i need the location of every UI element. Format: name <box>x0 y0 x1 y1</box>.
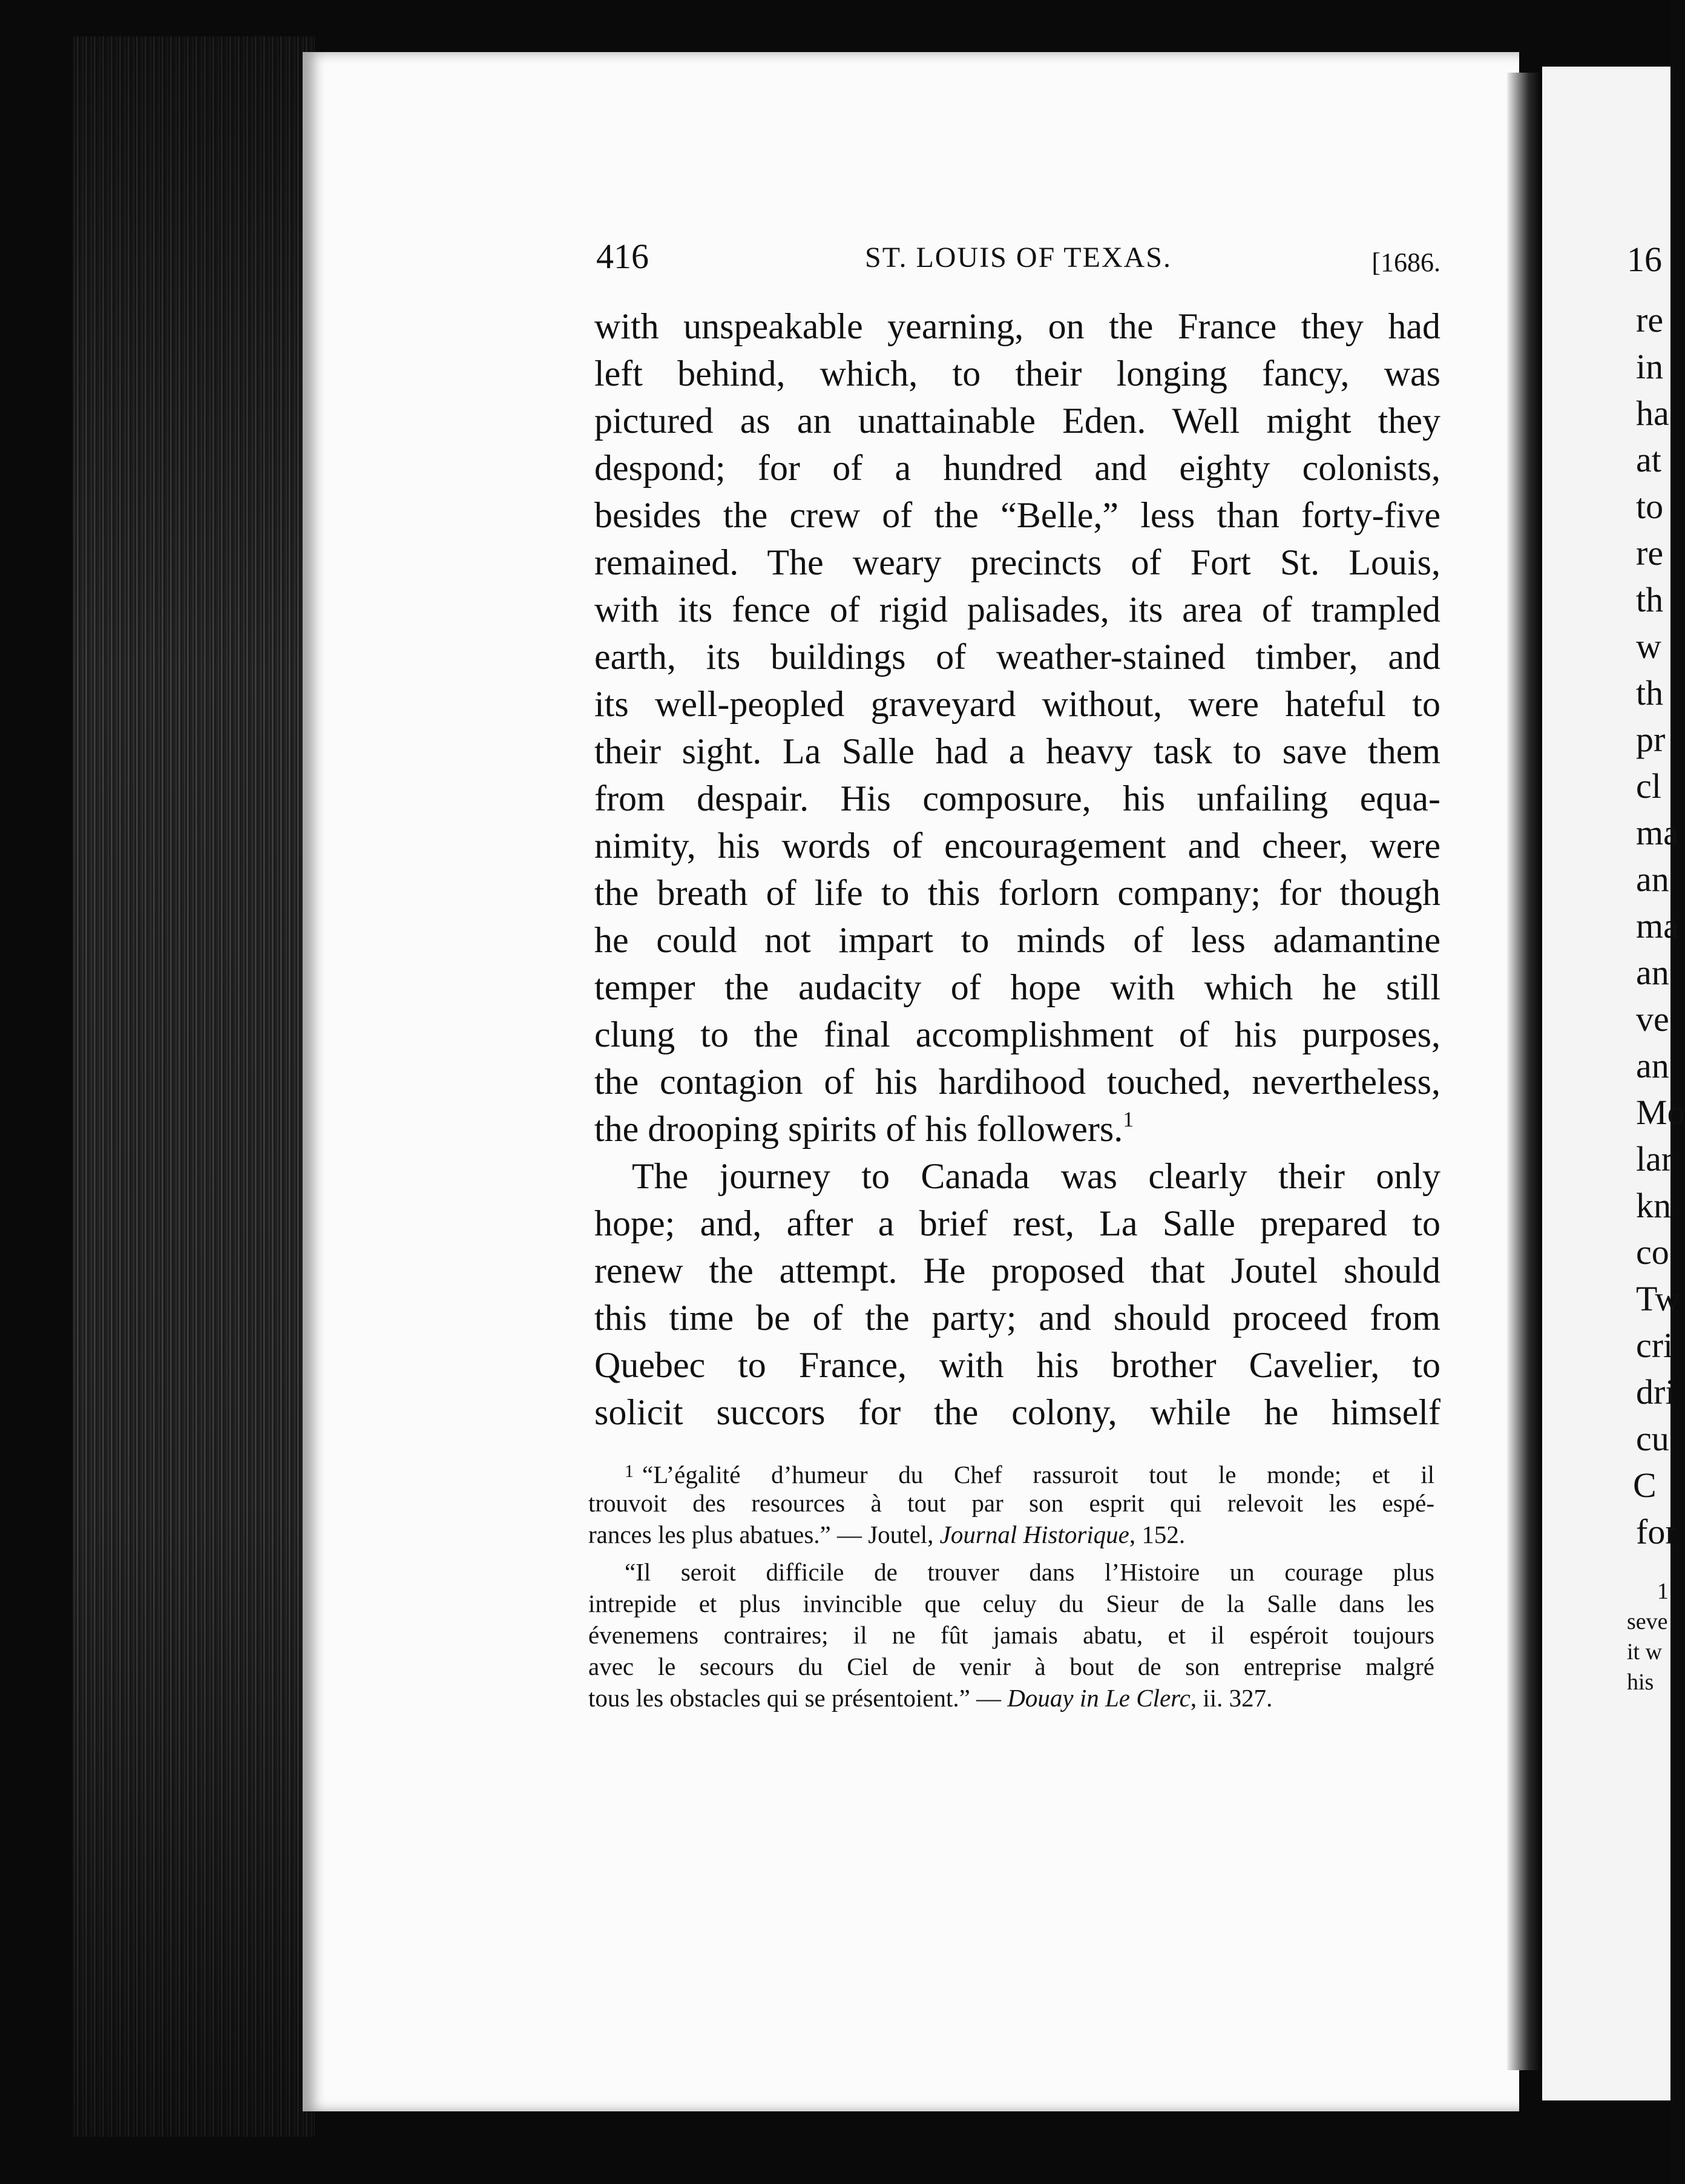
text-line: earth, its buildings of weather-stained timber, and <box>594 637 1440 677</box>
footnote-line: trouvoit des resources à tout par son esprit qui relevoit les espé- <box>588 1489 1434 1517</box>
text-line: nimity, his words of encouragement and cheer, were <box>594 826 1440 866</box>
facing-page-note: seve <box>1627 1609 1668 1634</box>
footnote-page: , ii. 327. <box>1190 1684 1273 1712</box>
text-line: the breath of life to this forlorn company; for though <box>594 873 1440 913</box>
facing-page-line: at <box>1636 440 1661 479</box>
facing-page-line: dri <box>1636 1372 1675 1412</box>
facing-page-line: th <box>1636 673 1664 712</box>
facing-page-line: pr <box>1636 720 1666 759</box>
facing-page-line: an <box>1636 860 1669 899</box>
facing-page-note: his <box>1627 1669 1654 1695</box>
footnote-line: évenemens contraires; il ne fût jamais abatu, et il espéroit toujours <box>588 1621 1434 1649</box>
footnote-page: , 152. <box>1129 1521 1186 1548</box>
text-line: despond; for of a hundred and eighty colonists, <box>594 448 1440 488</box>
text-line: pictured as an unattainable Eden. Well might they <box>594 401 1440 441</box>
footnote-source: Journal Historique <box>939 1521 1129 1548</box>
text-line: its well-peopled graveyard without, were hateful to <box>594 684 1440 724</box>
text-line: their sight. La Salle had a heavy task to save them <box>594 731 1440 771</box>
running-title: ST. LOUIS OF TEXAS. <box>865 242 1172 274</box>
text-line: with its fence of rigid palisades, its area of trampled <box>594 590 1440 630</box>
header-year: [1686. <box>1371 248 1440 277</box>
facing-page-line: C <box>1633 1465 1657 1505</box>
text-line: The journey to Canada was clearly their only <box>632 1156 1440 1196</box>
facing-page-line: co <box>1636 1232 1669 1272</box>
facing-page-line: an <box>1636 953 1669 992</box>
footnote-line: intrepide et plus invincible que celuy du Sieur de la Salle dans les <box>588 1590 1434 1617</box>
text-line: solicit succors for the colony, while he himself <box>594 1392 1440 1432</box>
text-line: clung to the final accomplishment of his purposes, <box>594 1015 1440 1054</box>
footnote-text: tous les obstacles qui se présentoient.” — <box>588 1684 1008 1712</box>
footnote-number: 1 <box>625 1461 634 1481</box>
facing-page-line: cl <box>1636 766 1661 806</box>
text-line: left behind, which, to their longing fancy, was <box>594 354 1440 393</box>
text-line: hope; and, after a brief rest, La Salle prepared to <box>594 1203 1440 1243</box>
text-line: from despair. His composure, his unfailing equa- <box>594 778 1440 818</box>
body-text <box>594 303 1440 1436</box>
footnote-reference: 1 <box>1123 1107 1134 1131</box>
facing-page-line: cu <box>1636 1419 1669 1458</box>
facing-page-line: for <box>1636 1512 1677 1551</box>
facing-page-line: Mo <box>1636 1093 1685 1132</box>
text-line: renew the attempt. He proposed that Joutel should <box>594 1251 1440 1291</box>
page-header <box>596 236 1440 285</box>
facing-page-note: it w <box>1627 1639 1663 1665</box>
facing-page-line: re <box>1636 533 1664 573</box>
footnote-source: Douay in Le Clerc <box>1007 1684 1191 1712</box>
facing-page-line: to <box>1636 487 1664 526</box>
footnote-line: “Il seroit difficile de trouver dans l’Histoire un courage plus <box>625 1558 1434 1586</box>
book-gutter <box>1507 73 1543 2070</box>
facing-page-note: 1 <box>1657 1579 1669 1604</box>
footnote-line <box>588 1682 1434 1714</box>
text-line: temper the audacity of hope with which he still <box>594 967 1440 1007</box>
facing-page-header: 16 <box>1627 240 1662 279</box>
facing-page-line: Tw <box>1636 1279 1681 1318</box>
text-line-last <box>594 1105 1440 1153</box>
text-line-content: the drooping spirits of his followers. <box>594 1109 1123 1149</box>
facing-page-line: ha <box>1636 393 1669 433</box>
facing-page-line: ma <box>1636 813 1679 852</box>
text-line: besides the crew of the “Belle,” less than forty-five <box>594 495 1440 535</box>
text-line: remained. The weary precincts of Fort St. Louis, <box>594 542 1440 582</box>
book-edge-shading <box>73 36 315 2137</box>
text-line: with unspeakable yearning, on the France they had <box>594 306 1440 346</box>
facing-page-fragment <box>1542 67 1685 2100</box>
facing-page-line: cri <box>1636 1326 1674 1365</box>
footnote-text: rances les plus abatues.” — Joutel, <box>588 1521 940 1548</box>
facing-page-line: kn <box>1636 1186 1671 1225</box>
facing-page-line: th <box>1636 580 1664 619</box>
footnotes <box>588 1456 1434 1714</box>
text-line: he could not impart to minds of less adamantine <box>594 920 1440 960</box>
text-line: Quebec to France, with his brother Cavelier, to <box>594 1345 1440 1385</box>
footnote-line <box>588 1519 1434 1550</box>
page-number: 416 <box>596 237 649 276</box>
facing-page-line: ve <box>1636 999 1669 1039</box>
text-line: this time be of the party; and should proceed from <box>594 1298 1440 1338</box>
footnote-line: avec le secours du Ciel de venir à bout de son entreprise malgré <box>588 1653 1434 1680</box>
facing-page-line: ma <box>1636 906 1679 946</box>
facing-page-line: w <box>1636 627 1661 666</box>
footnote-line <box>588 1456 1434 1487</box>
footnote-text: “L’égalité d’humeur du Chef rassuroit tout le monde; et il <box>642 1461 1434 1488</box>
text-line: the contagion of his hardihood touched, nevertheless, <box>594 1062 1440 1102</box>
facing-page-line: re <box>1636 300 1664 340</box>
facing-page-line: an <box>1636 1046 1669 1085</box>
facing-page-line: in <box>1636 347 1664 386</box>
facing-page-line: lar <box>1636 1139 1674 1179</box>
